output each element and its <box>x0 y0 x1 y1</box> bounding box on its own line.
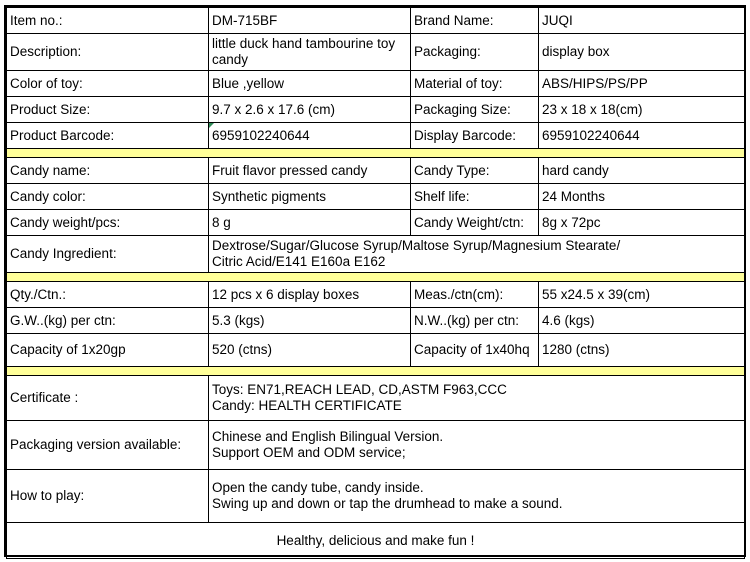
qty-ctn-label: Qty./Ctn.: <box>7 282 209 308</box>
candy-weight-label: Candy weight/pcs: <box>7 210 209 236</box>
candy-color-label: Candy color: <box>7 184 209 210</box>
capacity-20gp-value: 520 (ctns) <box>209 334 411 367</box>
row-barcodes <box>7 123 745 149</box>
ingredient-line-2: Citric Acid/E141 E160a E162 <box>212 254 386 269</box>
shelf-life-value: 24 Months <box>539 184 745 210</box>
row-certificate <box>7 376 745 421</box>
meas-ctn-value: 55 x24.5 x 39(cm) <box>539 282 745 308</box>
ingredient-line-1: Dextrose/Sugar/Glucose Syrup/Maltose Syrup/Magnesium Stearate/ <box>212 238 621 253</box>
brand-name-label: Brand Name: <box>411 8 539 34</box>
color-of-toy-label: Color of toy: <box>7 71 209 97</box>
candy-type-value: hard candy <box>539 158 745 184</box>
display-barcode-label: Display Barcode: <box>411 123 539 149</box>
row-weights <box>7 308 745 334</box>
separator-band <box>7 273 745 282</box>
description-value: little duck hand tambourine toy candy <box>209 34 411 71</box>
row-color-material <box>7 71 745 97</box>
item-no-value: DM-715BF <box>209 8 411 34</box>
row-description-packaging <box>7 34 745 71</box>
product-size-value: 9.7 x 2.6 x 17.6 (cm) <box>209 97 411 123</box>
certificate-line-2: Candy: HEALTH CERTIFICATE <box>212 398 402 413</box>
candy-name-label: Candy name: <box>7 158 209 184</box>
candy-weight-ctn-value: 8g x 72pc <box>539 210 745 236</box>
capacity-40hq-value: 1280 (ctns) <box>539 334 745 367</box>
description-label: Description: <box>7 34 209 71</box>
row-slogan <box>7 523 745 559</box>
row-item-brand <box>7 8 745 34</box>
certificate-line-1: Toys: EN71,REACH LEAD, CD,ASTM F963,CCC <box>212 382 507 397</box>
separator-3 <box>7 367 745 376</box>
candy-name-value: Fruit flavor pressed candy <box>209 158 411 184</box>
packaging-version-label: Packaging version available: <box>7 421 209 470</box>
slogan-text: Healthy, delicious and make fun ! <box>7 523 745 559</box>
candy-weight-value: 8 g <box>209 210 411 236</box>
separator-2 <box>7 273 745 282</box>
packaging-version-value <box>209 421 745 470</box>
row-packaging-version <box>7 421 745 470</box>
certificate-value <box>209 376 745 421</box>
net-weight-label: N.W..(kg) per ctn: <box>411 308 539 334</box>
brand-name-value: JUQI <box>539 8 745 34</box>
candy-color-value: Synthetic pigments <box>209 184 411 210</box>
net-weight-value: 4.6 (kgs) <box>539 308 745 334</box>
separator-1 <box>7 149 745 158</box>
how-to-play-line-2: Swing up and down or tap the drumhead to make a sound. <box>212 496 563 511</box>
separator-band <box>7 149 745 158</box>
capacity-40hq-label: Capacity of 1x40hq <box>411 334 539 367</box>
gross-weight-label: G.W..(kg) per ctn: <box>7 308 209 334</box>
how-to-play-line-1: Open the candy tube, candy inside. <box>212 480 424 495</box>
capacity-20gp-label: Capacity of 1x20gp <box>7 334 209 367</box>
product-spec-sheet <box>4 5 746 557</box>
row-qty-meas <box>7 282 745 308</box>
product-barcode-value: 6959102240644 <box>209 123 411 149</box>
row-sizes <box>7 97 745 123</box>
candy-ingredient-label: Candy Ingredient: <box>7 236 209 273</box>
row-capacity <box>7 334 745 367</box>
how-to-play-value <box>209 470 745 523</box>
row-candy-ingredient <box>7 236 745 273</box>
packaging-value: display box <box>539 34 745 71</box>
how-to-play-label: How to play: <box>7 470 209 523</box>
packaging-size-value: 23 x 18 x 18(cm) <box>539 97 745 123</box>
separator-band <box>7 367 745 376</box>
certificate-label: Certificate : <box>7 376 209 421</box>
item-no-label: Item no.: <box>7 8 209 34</box>
candy-ingredient-value <box>209 236 745 273</box>
candy-weight-ctn-label: Candy Weight/ctn: <box>411 210 539 236</box>
candy-type-label: Candy Type: <box>411 158 539 184</box>
packaging-label: Packaging: <box>411 34 539 71</box>
material-value: ABS/HIPS/PS/PP <box>539 71 745 97</box>
packaging-version-line-1: Chinese and English Bilingual Version. <box>212 429 444 444</box>
gross-weight-value: 5.3 (kgs) <box>209 308 411 334</box>
spec-table <box>6 7 745 559</box>
meas-ctn-label: Meas./ctn(cm): <box>411 282 539 308</box>
packaging-version-line-2: Support OEM and ODM service; <box>212 445 406 460</box>
display-barcode-value: 6959102240644 <box>539 123 745 149</box>
qty-ctn-value: 12 pcs x 6 display boxes <box>209 282 411 308</box>
row-candy-weight <box>7 210 745 236</box>
row-candy-color-shelf <box>7 184 745 210</box>
shelf-life-label: Shelf life: <box>411 184 539 210</box>
packaging-size-label: Packaging Size: <box>411 97 539 123</box>
color-of-toy-value: Blue ,yellow <box>209 71 411 97</box>
material-label: Material of toy: <box>411 71 539 97</box>
product-size-label: Product Size: <box>7 97 209 123</box>
product-barcode-label: Product Barcode: <box>7 123 209 149</box>
row-how-to-play <box>7 470 745 523</box>
row-candy-name-type <box>7 158 745 184</box>
